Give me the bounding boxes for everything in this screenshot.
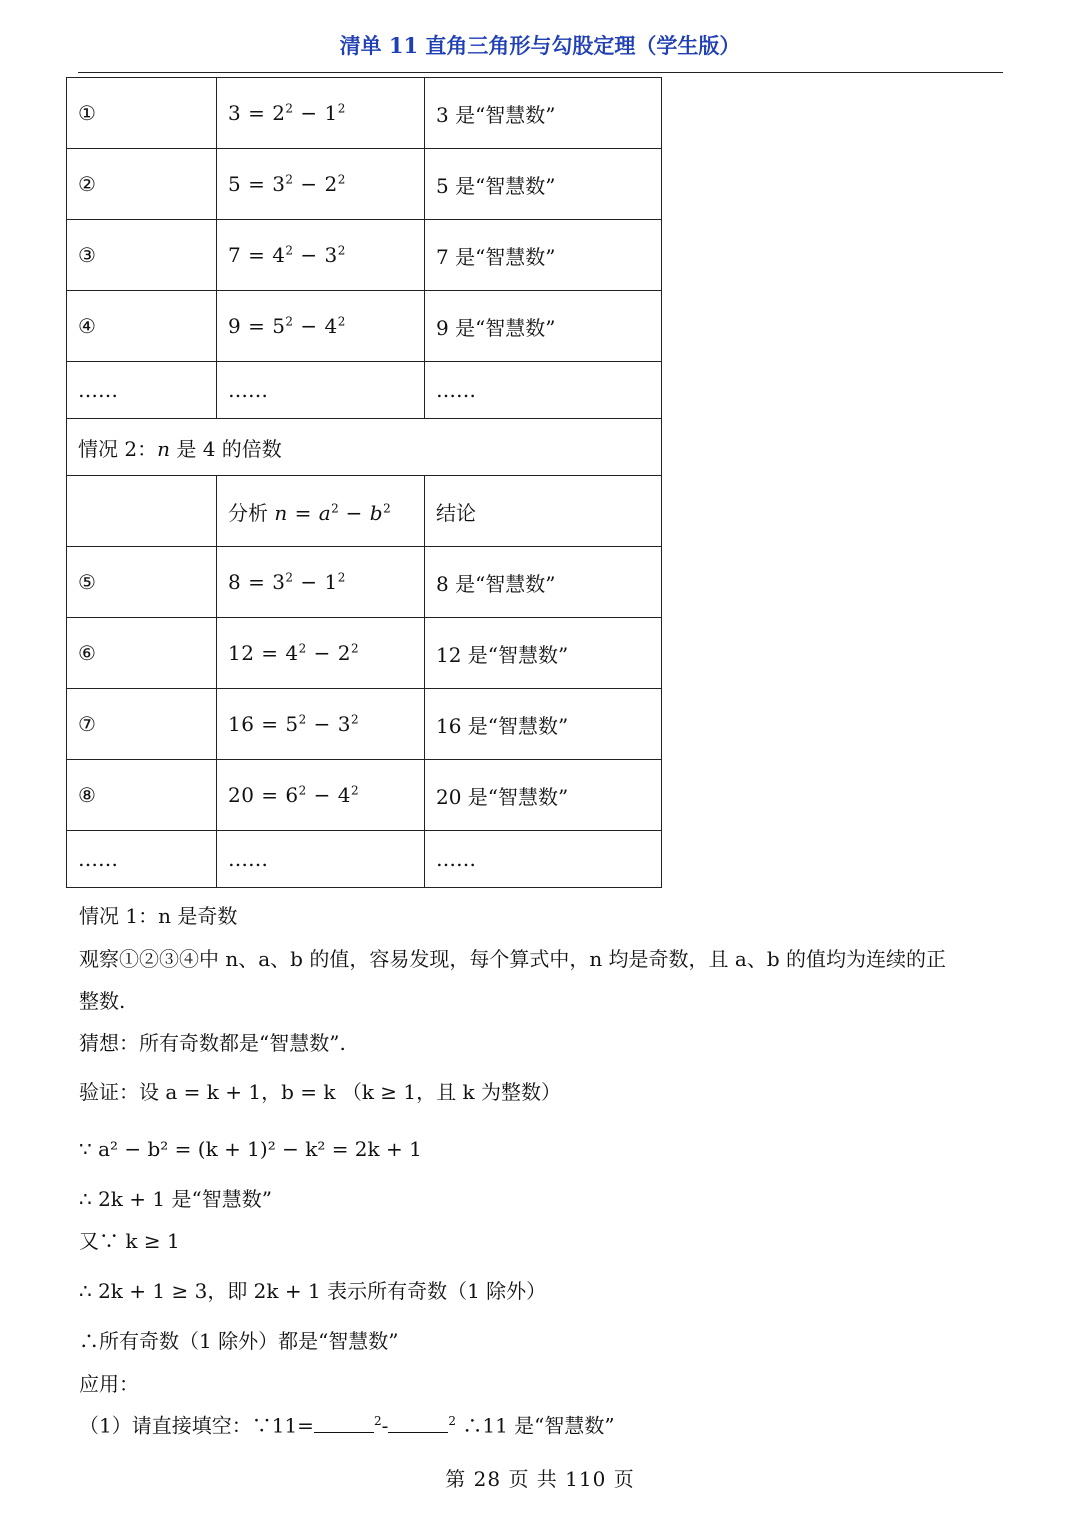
ellipsis-cell: …… <box>425 831 662 888</box>
table-row <box>67 547 662 618</box>
row-equation: $20 = 6^2 - 4^2$ <box>217 760 425 831</box>
row-equation: $7 = 4^2 - 3^2$ <box>217 220 425 291</box>
therefore-line-3: ∴所有奇数（1 除外）都是“智慧数” <box>79 1329 399 1353</box>
table-row <box>67 689 662 760</box>
page-footer: 第 28 页 共 110 页 <box>445 1467 635 1491</box>
row-number: ⑤ <box>67 547 217 618</box>
observation-line-2: 整数. <box>79 989 126 1013</box>
table-row-ellipsis <box>67 831 662 888</box>
row-number: ② <box>67 149 217 220</box>
conclusion-header: 结论 <box>425 476 662 547</box>
empty-header-cell <box>67 476 217 547</box>
row-number: ⑥ <box>67 618 217 689</box>
therefore-line-2: ∴ 2k + 1 ≥ 3，即 2k + 1 表示所有奇数（1 除外） <box>79 1279 547 1303</box>
row-equation: $8 = 3^2 - 1^2$ <box>217 547 425 618</box>
observation-line-1: 观察①②③④中 n、a、b 的值，容易发现，每个算式中，n 均是奇数，且 a、b 的值均为连续的正 <box>79 947 947 971</box>
row-equation: $9 = 5^2 - 4^2$ <box>217 291 425 362</box>
therefore-line-1: ∴ 2k + 1 是“智慧数” <box>79 1187 272 1211</box>
table-row <box>67 618 662 689</box>
row-conclusion: 7 是“智慧数” <box>425 220 662 291</box>
smart-number-table <box>66 77 662 888</box>
table-row-ellipsis <box>67 362 662 419</box>
row-conclusion: 16 是“智慧数” <box>425 689 662 760</box>
table-row <box>67 220 662 291</box>
row-equation: $12 = 4^2 - 2^2$ <box>217 618 425 689</box>
row-conclusion: 8 是“智慧数” <box>425 547 662 618</box>
ellipsis-cell: …… <box>425 362 662 419</box>
row-number: ⑦ <box>67 689 217 760</box>
conjecture: 猜想：所有奇数都是“智慧数”. <box>79 1031 346 1055</box>
case-2-heading-row <box>67 419 662 476</box>
ellipsis-cell: …… <box>67 831 217 888</box>
row-conclusion: 12 是“智慧数” <box>425 618 662 689</box>
table-row <box>67 291 662 362</box>
row-number: ③ <box>67 220 217 291</box>
verification: 验证：设 a = k + 1，b = k （k ≥ 1，且 k 为整数） <box>79 1080 561 1104</box>
table-row <box>67 760 662 831</box>
row-conclusion: 5 是“智慧数” <box>425 149 662 220</box>
also-since-line: 又∵ k ≥ 1 <box>79 1229 180 1253</box>
answer-blank[interactable] <box>388 1416 448 1433</box>
ellipsis-cell: …… <box>217 362 425 419</box>
table-row <box>67 78 662 149</box>
row-number: ⑧ <box>67 760 217 831</box>
ellipsis-cell: …… <box>217 831 425 888</box>
application-label: 应用： <box>79 1372 139 1396</box>
ellipsis-cell: …… <box>67 362 217 419</box>
case-1-heading: 情况 1：n 是奇数 <box>79 904 238 928</box>
row-conclusion: 3 是“智慧数” <box>425 78 662 149</box>
case-2-heading: 情况 2：n 是 4 的倍数 <box>67 419 662 476</box>
answer-blank[interactable] <box>314 1416 374 1433</box>
header-divider <box>78 72 1003 73</box>
row-equation: $3 = 2^2 - 1^2$ <box>217 78 425 149</box>
row-conclusion: 20 是“智慧数” <box>425 760 662 831</box>
row-equation: $5 = 3^2 - 2^2$ <box>217 149 425 220</box>
row-number: ④ <box>67 291 217 362</box>
since-equation: ∵ a² − b² = (k + 1)² − k² = 2k + 1 <box>79 1137 422 1161</box>
question-1: （1）请直接填空：∵11= $^2$- $^2$ ∴11 是“智慧数” <box>79 1413 615 1438</box>
row-equation: $16 = 5^2 - 3^2$ <box>217 689 425 760</box>
page-header-title: 清单 11 直角三角形与勾股定理（学生版） <box>339 33 741 58</box>
row-conclusion: 9 是“智慧数” <box>425 291 662 362</box>
row-number: ① <box>67 78 217 149</box>
table-header-row <box>67 476 662 547</box>
analysis-header: 分析 $n = a^2 - b^2$ <box>217 476 425 547</box>
table-row <box>67 149 662 220</box>
